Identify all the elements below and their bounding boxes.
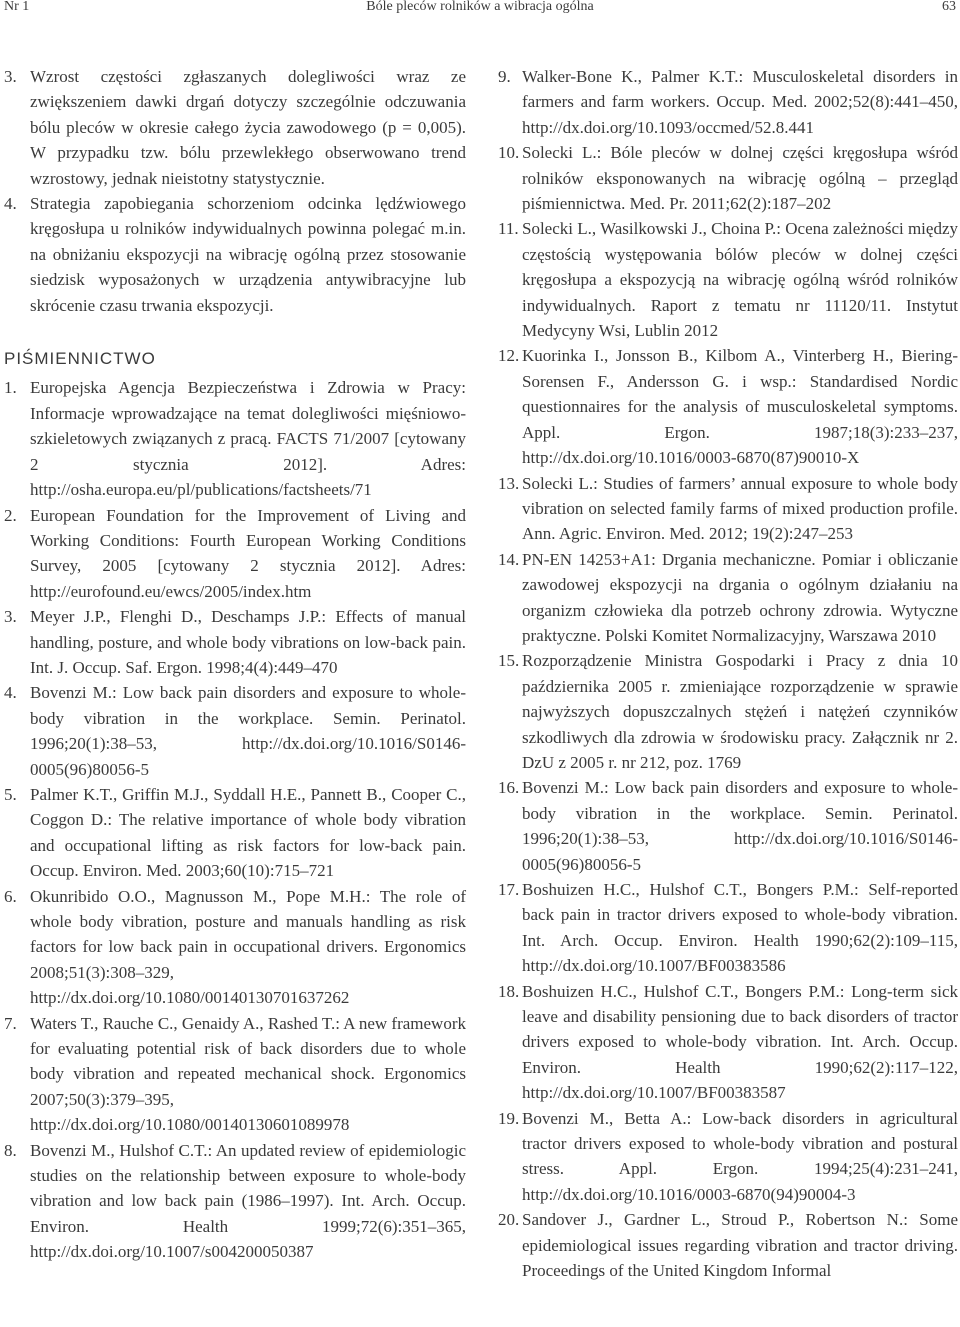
ref-text: Boshuizen H.C., Hulshof C.T., Bongers P.M.: Long-term sick leave and disability pensioning due to back disorders of tractor drivers exposed to whole-body vibration. Int. Arch. Occup. Environ. Health 1990;62(2):117–122, http://dx.doi.org/10.1007/BF00383587 [522, 981, 958, 1103]
ref-text: Europejska Agencja Bezpieczeństwa i Zdrowia w Pracy: Informacje wprowadzające na temat dolegliwości mięśniowo-szkieletowych związanych z pracą. FACTS 71/2007 [cytowany 2 stycznia 2012]. Adres: http://osha.europa.eu/pl/publications/factsheets/71 [30, 378, 466, 500]
reference-item [498, 471, 958, 547]
reference-item [498, 547, 958, 649]
right-column [498, 64, 958, 1284]
ref-text: Solecki L., Wasilkowski J., Choina P.: Ocena zależności między częstością występowania bólów pleców w dolnej części kręgosłupa a ekspozycją na wibrację ogólną wśród rolników indywidualnych. Raport z tematu nr 11120/11. Instytut Medycyny Wsi, Lublin 2012 [522, 219, 958, 341]
ref-text: Bovenzi M., Hulshof C.T.: An updated review of epidemiologic studies on the relationship between exposure to whole-body vibration and low back pain (1986–1997). Int. Arch. Occup. Environ. Health 1999;72(6):351–365, http://dx.doi.org/10.1007/s004200050387 [30, 1140, 466, 1262]
item-text: Strategia zapobiegania schorzeniom odcinka lędźwiowego kręgosłupa u rolników indywidualnych powinna polegać m.in. na obniżaniu ekspozycji na wibrację ogólną przez stosowanie siedzisk wyposażonych w urządzenia antywibracyjne lub skrócenie czasu trwania ekspozycji. [30, 194, 466, 315]
reference-item [4, 1138, 466, 1265]
reference-item [4, 680, 466, 782]
conclusions-list [4, 64, 466, 318]
ref-text: Bovenzi M.: Low back pain disorders and exposure to whole-body vibration in the workplace. Semin. Perinatol. 1996;20(1):38–53, http://dx.doi.org/10.1016/S0146-0005(96)80056-5 [522, 778, 958, 874]
ref-number: 9. [498, 67, 511, 86]
reference-item [498, 64, 958, 140]
ref-text: Boshuizen H.C., Hulshof C.T., Bongers P.M.: Self-reported back pain in tractor drivers exposed to whole-body vibration. Int. Arch. Occup. Environ. Health 1990;62(2):109–115, http://dx.doi.org/10.1007/BF00383586 [522, 880, 958, 976]
ref-number: 13. [498, 473, 520, 493]
item-text: Wzrost częstości zgłaszanych dolegliwości wraz ze zwiększeniem dawki drgań dotyczy szczególnie odczuwania bólu pleców w okresie całego życia zawodowego (p = 0,005). W przypadku tzw. bólu przewlekłego obserwowano trend wzrostowy, jednak nieistotny statystycznie. [30, 67, 466, 188]
reference-item [4, 782, 466, 884]
ref-number: 18. [498, 981, 520, 1001]
ref-number: 5. [4, 784, 17, 804]
reference-item [498, 877, 958, 979]
conclusion-item [4, 191, 466, 318]
ref-text: Okunribido O.O., Magnusson M., Pope M.H.: The role of whole body vibration, posture and manuals handling as risk factors for low back pain in occupational drivers. Ergonomics 2008;51(3):308–329, http://dx.doi.org/10.1080/00140130701637262 [30, 886, 466, 1008]
ref-text: Rozporządzenie Ministra Gospodarki i Pracy z dnia 10 października 2005 r. zmieniające rozporządzenie w sprawie najwyższych dopuszczalnych stężeń i natężeń czynników szkodliwych dla zdrowia w środowisku pracy. Załącznik nr 2. DzU z 2005 r. nr 212, poz. 1769 [522, 651, 958, 772]
ref-number: 2. [4, 505, 17, 525]
ref-number: 3. [4, 607, 17, 627]
ref-text: European Foundation for the Improvement of Living and Working Conditions: Fourth European Working Conditions Survey, 2005 [cytowany 2 stycznia 2012]. Adres: http://eurofound.eu/ewcs/2005/index.htm [30, 505, 466, 601]
left-column [4, 64, 466, 1265]
item-number: 3. [4, 67, 17, 86]
reference-item [498, 343, 958, 470]
ref-number: 1. [4, 378, 17, 398]
page-header [0, 0, 960, 22]
page-number: 63 [942, 0, 956, 14]
ref-number: 15. [498, 651, 520, 671]
reference-item [4, 503, 466, 605]
references-list-left [4, 375, 466, 1264]
ref-number: 4. [4, 683, 17, 703]
ref-number: 7. [4, 1013, 17, 1033]
ref-number: 12. [498, 346, 520, 366]
ref-text: Palmer K.T., Griffin M.J., Syddall H.E., Pannett B., Cooper C., Coggon D.: The relative importance of whole body vibration and occupational lifting as risk factors for low-back pain. Occup. Environ. Med. 2003;60(10):715–721 [30, 784, 466, 881]
reference-item [4, 884, 466, 1011]
ref-text: Solecki L.: Bóle pleców w dolnej części kręgosłupa wśród rolników eksponowanych na wibrację ogólną – przegląd piśmiennictwa. Med. Pr. 2011;62(2):187–202 [522, 143, 958, 214]
ref-text: Solecki L.: Studies of farmers’ annual exposure to whole body vibration on selected family farms of mixed production profile. Ann. Agric. Environ. Med. 2012; 19(2):247–253 [522, 473, 958, 544]
conclusion-item [4, 64, 466, 191]
ref-number: 19. [498, 1108, 520, 1128]
reference-item [498, 775, 958, 877]
ref-number: 8. [4, 1140, 17, 1160]
reference-item [498, 140, 958, 216]
ref-text: Waters T., Rauche C., Genaidy A., Rashed T.: A new framework for evaluating potential risk of back disorders due to whole body vibration and repeated mechanical shock. Ergonomics 2007;50(3):379–395, http://dx.doi.org/10.1080/00140130601089978 [30, 1013, 466, 1135]
reference-item [498, 1207, 958, 1283]
reference-item [498, 648, 958, 775]
ref-text: PN-EN 14253+A1: Drgania mechaniczne. Pomiar i obliczanie zawodowej ekspozycji na drgania o ogólnym działaniu na organizm człowieka dla potrzeb ochrony zdrowia. Wytyczne praktyczne. Polski Komitet Normalizacyjny, Warszawa 2010 [522, 549, 958, 645]
ref-number: 20. [498, 1210, 520, 1230]
reference-item [4, 1011, 466, 1138]
ref-number: 6. [4, 886, 17, 906]
ref-text: Meyer J.P., Flenghi D., Deschamps J.P.: Effects of manual handling, posture, and whole body vibrations on low-back pain. Int. J. Occup. Saf. Ergon. 1998;4(4):449–470 [30, 607, 466, 677]
ref-text: Bovenzi M.: Low back pain disorders and exposure to whole-body vibration in the workplace. Semin. Perinatol. 1996;20(1):38–53, http://dx.doi.org/10.1016/S0146-0005(96)80056-5 [30, 683, 466, 779]
reference-item [498, 216, 958, 343]
ref-number: 11. [498, 219, 519, 239]
reference-item [4, 604, 466, 680]
references-heading: PIŚMIENNICTWO [4, 349, 156, 369]
ref-text: Kuorinka I., Jonsson B., Kilbom A., Vinterberg H., Biering-Sorensen F., Andersson G. i wsp.: Standardised Nordic questionnaires for the analysis of musculoskeletal symptoms. Appl. Ergon. 1987;18(3):233–237, http://dx.doi.org/10.1016/0003-6870(87)90010-X [522, 346, 958, 468]
reference-item [498, 1106, 958, 1208]
references-list-right [498, 64, 958, 1284]
ref-text: Bovenzi M., Betta A.: Low-back disorders in agricultural tractor drivers exposed to whole-body vibration and postural stress. Appl. Ergon. 1994;25(4):231–241, http://dx.doi.org/10.1016/0003-6870(94)90004-3 [522, 1108, 958, 1204]
ref-number: 16. [498, 778, 520, 798]
journal-issue: Nr 1 [4, 0, 30, 14]
ref-number: 17. [498, 880, 520, 899]
reference-item [498, 979, 958, 1106]
item-number: 4. [4, 194, 17, 214]
ref-text: Walker-Bone K., Palmer K.T.: Musculoskeletal disorders in farmers and farm workers. Occup. Med. 2002;52(8):441–450, http://dx.doi.org/10.1093/occmed/52.8.441 [522, 67, 958, 137]
ref-text: Sandover J., Gardner L., Stroud P., Robertson N.: Some epidemiological issues regarding vibration and tractor driving. Proceedings of the United Kingdom Informal [522, 1210, 958, 1281]
ref-number: 14. [498, 549, 520, 569]
running-title: Bóle pleców rolników a wibracja ogólna [366, 0, 594, 14]
ref-number: 10. [498, 143, 520, 163]
reference-item [4, 375, 466, 502]
